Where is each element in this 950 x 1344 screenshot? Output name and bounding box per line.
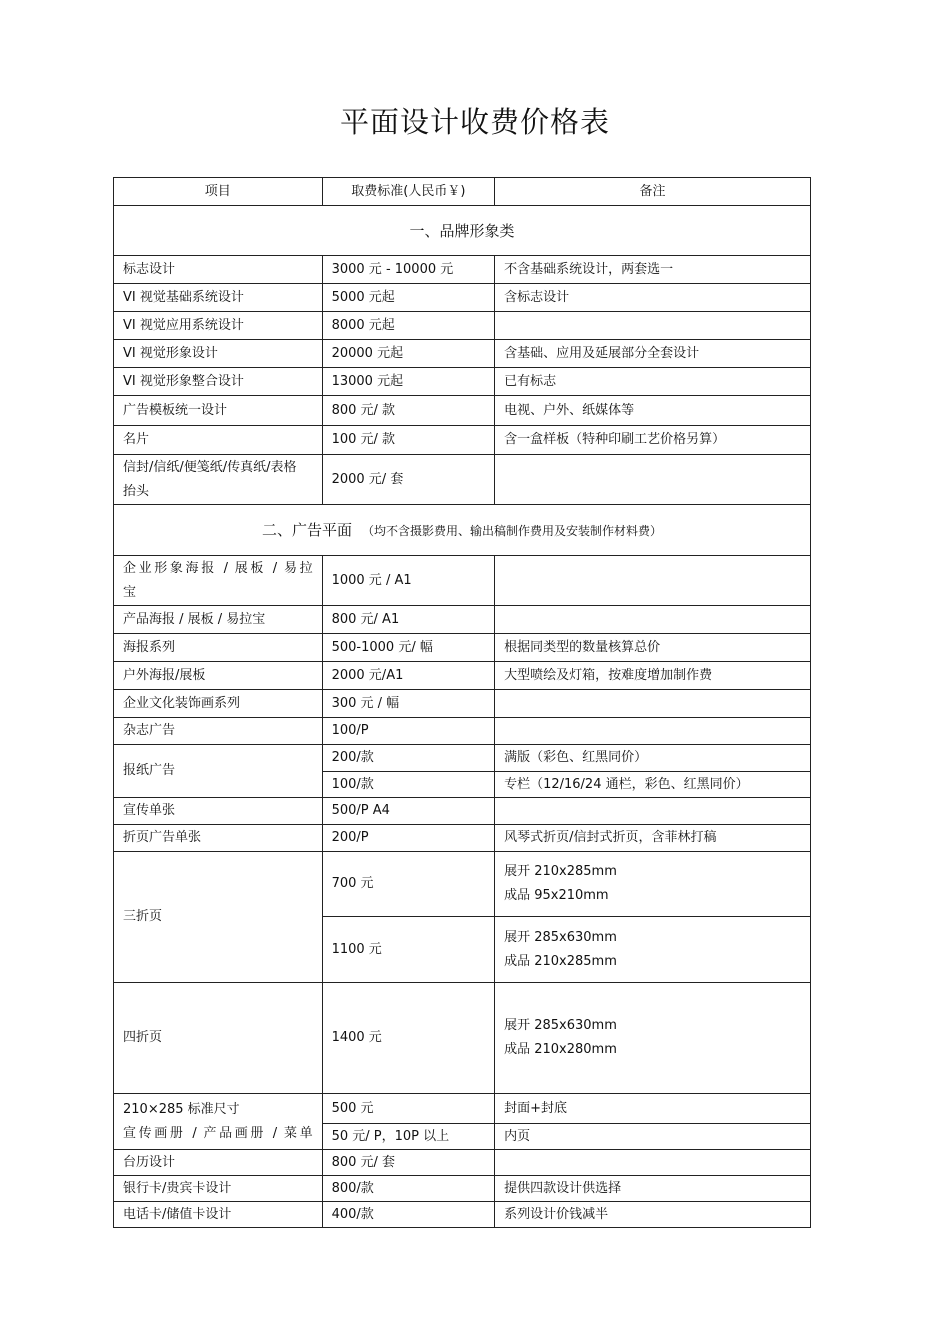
- item-cell: 折页广告单张: [114, 825, 323, 852]
- section-title: 一、品牌形象类: [114, 206, 811, 256]
- page-title: 平面设计收费价格表: [339, 105, 610, 139]
- item-cell: [114, 1094, 323, 1150]
- note-cell: [495, 983, 811, 1094]
- note-cell: 根据同类型的数量核算总价: [495, 634, 811, 662]
- note-cell: 大型喷绘及灯箱，按难度增加制作费: [495, 662, 811, 690]
- table-row: [114, 312, 811, 340]
- item-line: 信封/信纸/便笺纸/传真纸/表格: [123, 459, 297, 475]
- note-cell: 风琴式折页/信封式折页，含菲林打稿: [495, 825, 811, 852]
- section-subtitle: （均不含摄影费用、输出稿制作费用及安装制作材料费）: [362, 523, 663, 538]
- item-cell: 四折页: [114, 983, 323, 1094]
- item-cell: 银行卡/贵宾卡设计: [114, 1176, 323, 1202]
- section-title: 二、广告平面: [261, 520, 352, 539]
- item-cell: [114, 556, 323, 606]
- note-cell: 不含基础系统设计，两套选一: [495, 256, 811, 284]
- price-cell: 20000 元起: [322, 340, 494, 368]
- table-row: [114, 662, 811, 690]
- note-cell: [495, 556, 811, 606]
- price-cell: 800/款: [322, 1176, 494, 1202]
- table-row: [114, 556, 811, 606]
- item-line: 210×285 标准尺寸: [123, 1101, 240, 1117]
- item-cell: VI 视觉应用系统设计: [114, 312, 323, 340]
- price-cell: 500-1000 元/ 幅: [322, 634, 494, 662]
- price-cell: 800 元/ A1: [322, 606, 494, 634]
- note-cell: 系列设计价钱减半: [495, 1202, 811, 1228]
- item-line: 企业形象海报 / 展板 / 易拉: [123, 560, 313, 576]
- price-cell: 2000 元/A1: [322, 662, 494, 690]
- note-cell: [495, 798, 811, 825]
- item-cell: 名片: [114, 426, 323, 455]
- note-line: 展开 210x285mm: [504, 864, 617, 879]
- price-cell: 3000 元 - 10000 元: [322, 256, 494, 284]
- note-cell: 专栏（12/16/24 通栏，彩色、红黑同价）: [495, 772, 811, 798]
- note-cell: [495, 718, 811, 745]
- price-cell: 13000 元起: [322, 368, 494, 396]
- table-row: [114, 690, 811, 718]
- table-row: [114, 745, 811, 772]
- item-cell: VI 视觉形象设计: [114, 340, 323, 368]
- price-cell: 200/P: [322, 825, 494, 852]
- note-line: 成品 210x285mm: [504, 953, 617, 969]
- item-cell: 电话卡/储值卡设计: [114, 1202, 323, 1228]
- column-header-item: 项目: [114, 178, 323, 206]
- table-row: [114, 798, 811, 825]
- table-row: [114, 368, 811, 396]
- section-header-row: [114, 206, 811, 256]
- price-cell: 100/款: [322, 772, 494, 798]
- table-row: [114, 1202, 811, 1228]
- table-row: [114, 825, 811, 852]
- price-cell: 400/款: [322, 1202, 494, 1228]
- price-cell: 100 元/ 款: [322, 426, 494, 455]
- price-cell: 8000 元起: [322, 312, 494, 340]
- note-cell: 电视、户外、纸媒体等: [495, 396, 811, 426]
- table-row: [114, 634, 811, 662]
- table-row: [114, 426, 811, 455]
- note-cell: 提供四款设计供选择: [495, 1176, 811, 1202]
- table-row: [114, 1150, 811, 1176]
- item-cell: 企业文化装饰画系列: [114, 690, 323, 718]
- note-cell: [495, 312, 811, 340]
- item-cell: 标志设计: [114, 256, 323, 284]
- table-row: [114, 983, 811, 1094]
- note-cell: 含一盒样板（特种印刷工艺价格另算）: [495, 426, 811, 455]
- table-row: [114, 284, 811, 312]
- table-row: [114, 1094, 811, 1124]
- note-line: 成品 210x280mm: [504, 1042, 617, 1057]
- table-row: [114, 256, 811, 284]
- price-cell: 2000 元/ 套: [322, 455, 494, 505]
- item-cell: 户外海报/展板: [114, 662, 323, 690]
- item-cell: VI 视觉基础系统设计: [114, 284, 323, 312]
- item-line: 宝: [123, 584, 137, 600]
- note-cell: 已有标志: [495, 368, 811, 396]
- table-row: [114, 340, 811, 368]
- note-cell: [495, 606, 811, 634]
- item-cell: 产品海报 / 展板 / 易拉宝: [114, 606, 323, 634]
- section-header: [114, 505, 811, 556]
- section-header-row: [114, 505, 811, 556]
- note-line: 成品 95x210mm: [504, 888, 609, 903]
- note-cell: 含标志设计: [495, 284, 811, 312]
- item-line: 宣传画册 / 产品画册 / 菜单: [123, 1125, 313, 1141]
- item-cell: 报纸广告: [114, 745, 323, 798]
- item-cell: 宣传单张: [114, 798, 323, 825]
- price-cell: 500 元: [322, 1094, 494, 1124]
- table-header-row: [114, 178, 811, 206]
- table-row: [114, 396, 811, 426]
- price-cell: 500/P A4: [322, 798, 494, 825]
- item-cell: VI 视觉形象整合设计: [114, 368, 323, 396]
- note-cell: [495, 690, 811, 718]
- note-cell: [495, 917, 811, 983]
- table-row: [114, 718, 811, 745]
- price-cell: 800 元/ 套: [322, 1150, 494, 1176]
- item-line: 抬头: [123, 483, 150, 499]
- note-cell: 满版（彩色、红黑同价）: [495, 745, 811, 772]
- item-cell: 广告模板统一设计: [114, 396, 323, 426]
- item-cell: 杂志广告: [114, 718, 323, 745]
- note-line: 展开 285x630mm: [504, 1018, 617, 1033]
- price-cell: 50 元/ P，10P 以上: [322, 1124, 494, 1150]
- table-row: [114, 1176, 811, 1202]
- item-cell: [114, 455, 323, 505]
- price-cell: 1400 元: [322, 983, 494, 1094]
- column-header-note: 备注: [495, 178, 811, 206]
- price-cell: 5000 元起: [322, 284, 494, 312]
- note-line: 展开 285x630mm: [504, 929, 617, 945]
- item-cell: 三折页: [114, 852, 323, 983]
- price-cell: 100/P: [322, 718, 494, 745]
- note-cell: 内页: [495, 1124, 811, 1150]
- note-cell: [495, 1150, 811, 1176]
- table-row: [114, 455, 811, 505]
- column-header-price: 取费标准(人民币￥): [322, 178, 494, 206]
- price-cell: 200/款: [322, 745, 494, 772]
- price-cell: 1100 元: [322, 917, 494, 983]
- note-cell: [495, 852, 811, 917]
- note-cell: [495, 455, 811, 505]
- price-cell: 700 元: [322, 852, 494, 917]
- price-table: [113, 177, 811, 1228]
- price-cell: 800 元/ 款: [322, 396, 494, 426]
- price-cell: 1000 元 / A1: [322, 556, 494, 606]
- note-cell: 封面+封底: [495, 1094, 811, 1124]
- item-cell: 台历设计: [114, 1150, 323, 1176]
- note-cell: 含基础、应用及延展部分全套设计: [495, 340, 811, 368]
- price-cell: 300 元 / 幅: [322, 690, 494, 718]
- table-row: [114, 852, 811, 917]
- table-row: [114, 606, 811, 634]
- item-cell: 海报系列: [114, 634, 323, 662]
